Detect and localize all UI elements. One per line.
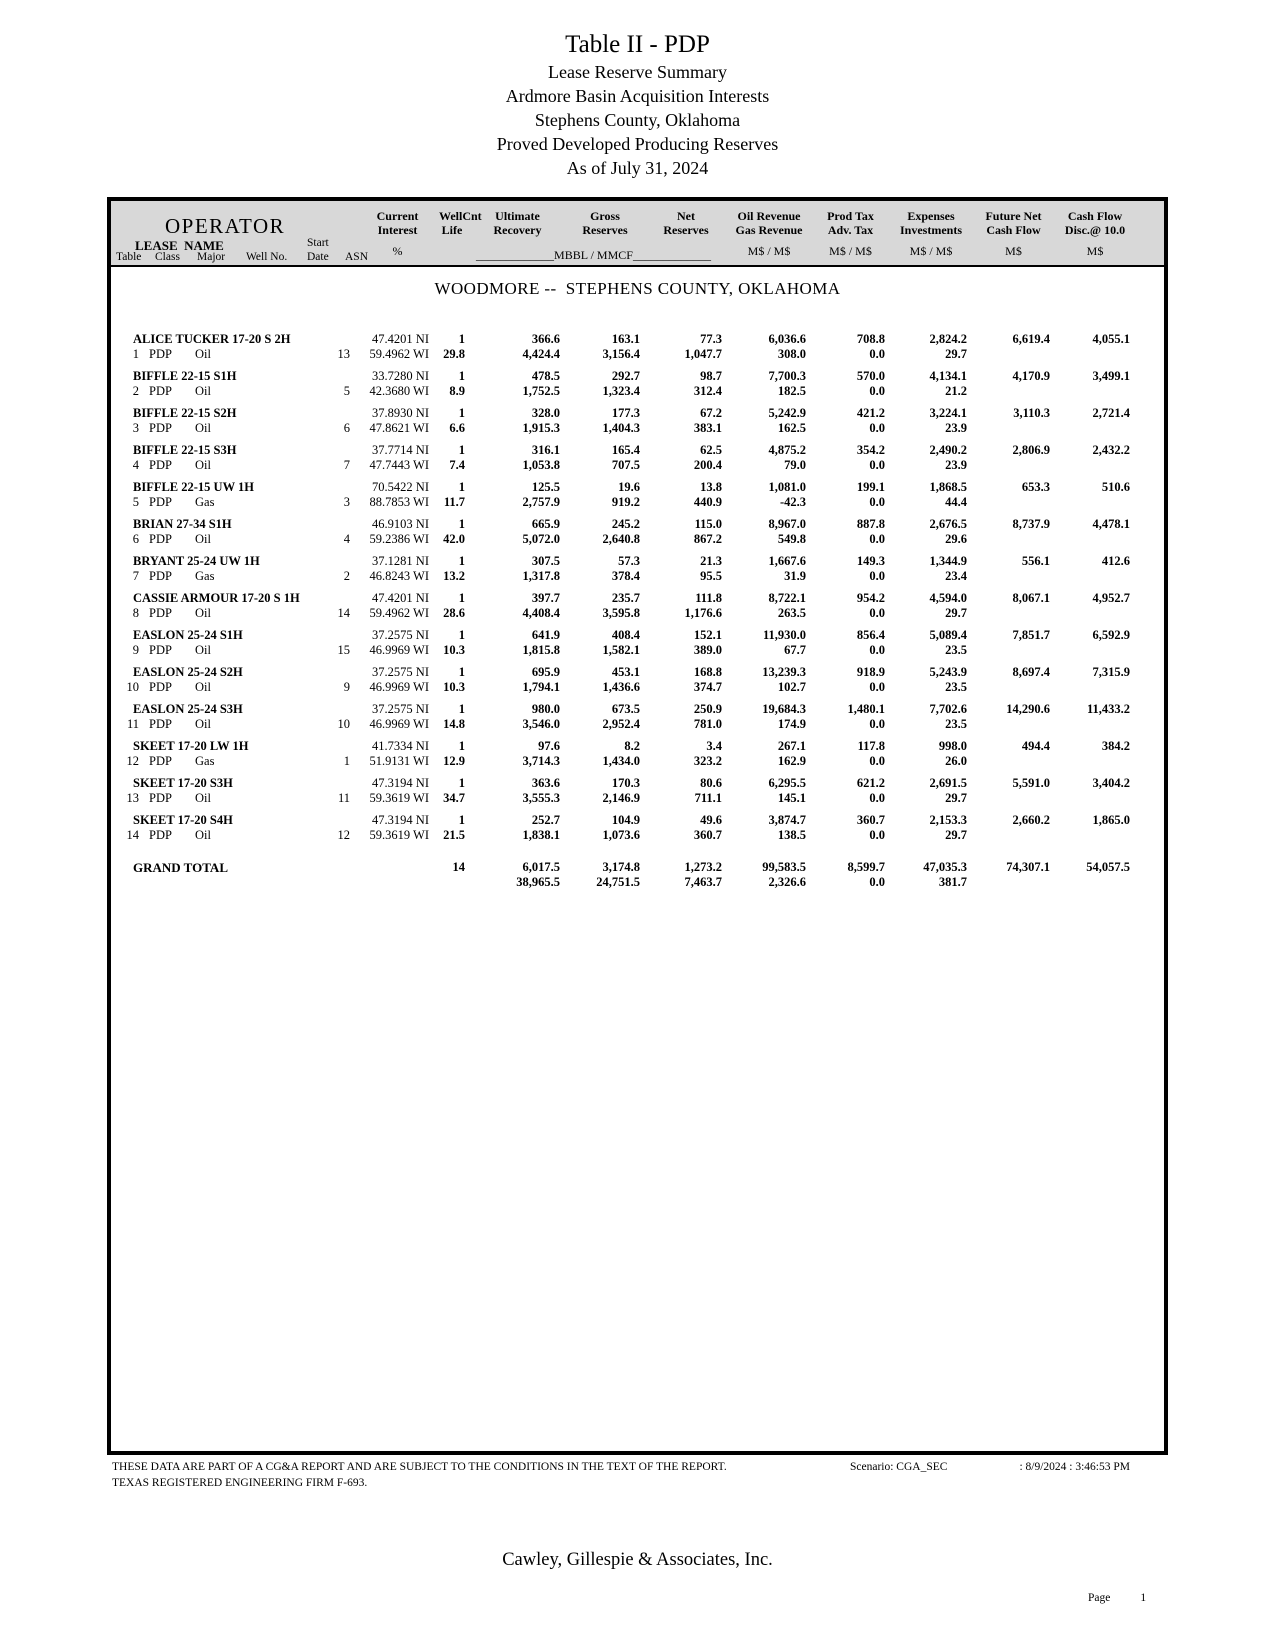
major-phase: Oil bbox=[195, 606, 211, 620]
grand-total-net-reserves: 1,273.2 7,463.7 bbox=[684, 860, 722, 889]
expenses-cell: 5,089.4 23.5 bbox=[929, 628, 967, 657]
lease-rows bbox=[111, 332, 1164, 843]
report-timestamp: : 8/9/2024 : 3:46:53 PM bbox=[1019, 1461, 1130, 1473]
expenses-cell: 7,702.6 23.5 bbox=[929, 702, 967, 731]
major-phase: Oil bbox=[195, 421, 211, 435]
gross-reserves-cell: 163.1 3,156.4 bbox=[602, 332, 640, 361]
tax-cell: 199.1 0.0 bbox=[856, 480, 885, 509]
lease-name: BIFFLE 22-15 S2H bbox=[133, 406, 237, 420]
tax-cell: 918.9 0.0 bbox=[856, 665, 885, 694]
col-header-ultimate-recovery: Ultimate Recovery bbox=[493, 209, 542, 237]
reserve-class: PDP bbox=[149, 606, 172, 620]
interest-cell: 47.4201 NI 59.4962 WI bbox=[369, 332, 429, 361]
disc-cashflow-cell: 1,865.0 bbox=[1092, 813, 1130, 827]
gross-reserves-cell: 673.5 2,952.4 bbox=[602, 702, 640, 731]
future-net-cashflow-cell: 494.4 bbox=[1021, 739, 1050, 753]
expenses-cell: 2,676.5 29.6 bbox=[929, 517, 967, 546]
expenses-cell: 2,153.3 29.7 bbox=[929, 813, 967, 842]
major-phase: Oil bbox=[195, 717, 211, 731]
lease-cell bbox=[111, 813, 356, 843]
subtitle-line: Ardmore Basin Acquisition Interests bbox=[505, 86, 770, 106]
wellcnt-life-cell: 1 6.6 bbox=[449, 406, 465, 435]
ultimate-recovery-cell: 252.7 1,838.1 bbox=[522, 813, 560, 842]
interest-cell: 37.2575 NI 46.9969 WI bbox=[369, 628, 429, 657]
revenue-cell: 3,874.7 138.5 bbox=[768, 813, 806, 842]
revenue-cell: 11,930.0 67.7 bbox=[762, 628, 806, 657]
expenses-cell: 2,691.5 29.7 bbox=[929, 776, 967, 805]
grand-total-future-net: 74,307.1 bbox=[1006, 860, 1050, 874]
disc-cashflow-cell: 384.2 bbox=[1101, 739, 1130, 753]
subtitle-line: Proved Developed Producing Reserves bbox=[496, 134, 779, 154]
wellcnt-life-cell: 1 13.2 bbox=[443, 554, 465, 583]
ultimate-recovery-cell: 665.9 5,072.0 bbox=[522, 517, 560, 546]
future-net-cashflow-cell: 2,806.9 bbox=[1012, 443, 1050, 457]
disclaimer-line-2: TEXAS REGISTERED ENGINEERING FIRM F-693. bbox=[112, 1477, 368, 1489]
operator-header: OPERATOR bbox=[165, 214, 286, 238]
tax-cell: 354.2 0.0 bbox=[856, 443, 885, 472]
lease-name: EASLON 25-24 S3H bbox=[133, 702, 243, 716]
col-header-net-reserves: Net Reserves bbox=[663, 209, 709, 237]
reserves-unit-label: _____________MBBL / MMCF_____________ bbox=[476, 248, 711, 262]
net-reserves-cell: 152.1 389.0 bbox=[693, 628, 722, 657]
revenue-cell: 5,242.9 162.5 bbox=[768, 406, 806, 435]
asn-value: 4 bbox=[343, 532, 350, 546]
gross-reserves-cell: 104.9 1,073.6 bbox=[602, 813, 640, 842]
future-net-cashflow-cell: 653.3 bbox=[1021, 480, 1050, 494]
wellcnt-life-cell: 1 29.8 bbox=[443, 332, 465, 361]
lease-name: SKEET 17-20 LW 1H bbox=[133, 739, 249, 753]
table-row bbox=[111, 369, 1164, 399]
report-footnote bbox=[112, 1459, 1165, 1491]
grand-total-wellcnt: 14 bbox=[452, 860, 465, 874]
major-phase: Gas bbox=[195, 495, 215, 509]
interest-cell: 37.2575 NI 46.9969 WI bbox=[369, 665, 429, 694]
future-net-cashflow-cell: 14,290.6 bbox=[1006, 702, 1050, 716]
reserve-class: PDP bbox=[149, 828, 172, 842]
lease-cell bbox=[111, 480, 356, 510]
major-phase: Oil bbox=[195, 458, 211, 472]
asn-value: 11 bbox=[337, 791, 350, 805]
ultimate-recovery-cell: 641.9 1,815.8 bbox=[522, 628, 560, 657]
lease-cell bbox=[111, 443, 356, 473]
col-header-wellcnt-life: WellCnt Life bbox=[439, 209, 482, 237]
wellcnt-life-cell: 1 11.7 bbox=[443, 480, 465, 509]
reserve-class: PDP bbox=[149, 643, 172, 657]
ultimate-recovery-cell: 397.7 4,408.4 bbox=[522, 591, 560, 620]
net-reserves-cell: 115.0 867.2 bbox=[693, 517, 722, 546]
asn-value: 1 bbox=[343, 754, 350, 768]
reserve-class: PDP bbox=[149, 680, 172, 694]
expenses-cell: 4,134.1 21.2 bbox=[929, 369, 967, 398]
label-date: Date bbox=[307, 251, 329, 263]
row-number: 6 bbox=[132, 532, 139, 546]
expenses-cell: 2,490.2 23.9 bbox=[929, 443, 967, 472]
col-header-current-interest: Current Interest % bbox=[376, 209, 419, 258]
page-title: Table II - PDP bbox=[565, 31, 710, 58]
net-reserves-cell: 77.3 1,047.7 bbox=[684, 332, 722, 361]
gross-reserves-cell: 8.2 1,434.0 bbox=[602, 739, 640, 768]
lease-name: EASLON 25-24 S1H bbox=[133, 628, 243, 642]
net-reserves-cell: 98.7 312.4 bbox=[693, 369, 722, 398]
ultimate-recovery-cell: 316.1 1,053.8 bbox=[522, 443, 560, 472]
revenue-cell: 6,036.6 308.0 bbox=[768, 332, 806, 361]
lease-name: ALICE TUCKER 17-20 S 2H bbox=[133, 332, 291, 346]
gross-reserves-cell: 57.3 378.4 bbox=[611, 554, 640, 583]
lease-name: EASLON 25-24 S2H bbox=[133, 665, 243, 679]
revenue-cell: 8,967.0 549.8 bbox=[768, 517, 806, 546]
wellcnt-life-cell: 1 12.9 bbox=[443, 739, 465, 768]
revenue-cell: 1,667.6 31.9 bbox=[768, 554, 806, 583]
grand-total-ultimate-recovery: 6,017.5 38,965.5 bbox=[516, 860, 560, 889]
disc-cashflow-cell: 3,404.2 bbox=[1092, 776, 1130, 790]
label-start: Start bbox=[307, 237, 329, 249]
row-number: 1 bbox=[132, 347, 139, 361]
net-reserves-cell: 168.8 374.7 bbox=[693, 665, 722, 694]
future-net-cashflow-cell: 556.1 bbox=[1021, 554, 1050, 568]
row-number: 2 bbox=[132, 384, 139, 398]
interest-cell: 37.8930 NI 47.8621 WI bbox=[369, 406, 429, 435]
table-row bbox=[111, 517, 1164, 547]
lease-name: BRYANT 25-24 UW 1H bbox=[133, 554, 260, 568]
asn-value: 13 bbox=[337, 347, 350, 361]
reserve-class: PDP bbox=[149, 421, 172, 435]
revenue-cell: 4,875.2 79.0 bbox=[768, 443, 806, 472]
future-net-cashflow-cell: 8,067.1 bbox=[1012, 591, 1050, 605]
reserve-class: PDP bbox=[149, 791, 172, 805]
reserve-class: PDP bbox=[149, 717, 172, 731]
col-header-future-net-cashflow: Future Net Cash Flow M$ bbox=[985, 209, 1042, 258]
disc-cashflow-cell: 4,952.7 bbox=[1092, 591, 1130, 605]
lease-name-header: LEASE NAME bbox=[135, 238, 224, 253]
net-reserves-cell: 67.2 383.1 bbox=[693, 406, 722, 435]
major-phase: Gas bbox=[195, 754, 215, 768]
major-phase: Oil bbox=[195, 828, 211, 842]
table-row bbox=[111, 480, 1164, 510]
interest-cell: 47.3194 NI 59.3619 WI bbox=[369, 813, 429, 842]
lease-name: BIFFLE 22-15 UW 1H bbox=[133, 480, 254, 494]
row-number: 3 bbox=[132, 421, 139, 435]
grand-total-gross-reserves: 3,174.8 24,751.5 bbox=[596, 860, 640, 889]
net-reserves-cell: 111.8 1,176.6 bbox=[684, 591, 722, 620]
interest-cell: 70.5422 NI 88.7853 WI bbox=[369, 480, 429, 509]
wellcnt-life-cell: 1 10.3 bbox=[443, 628, 465, 657]
asn-value: 6 bbox=[343, 421, 350, 435]
reserve-class: PDP bbox=[149, 384, 172, 398]
subtitle-line: As of July 31, 2024 bbox=[566, 158, 709, 178]
disc-cashflow-cell: 2,432.2 bbox=[1092, 443, 1130, 457]
major-phase: Oil bbox=[195, 347, 211, 361]
asn-value: 15 bbox=[337, 643, 350, 657]
report-table bbox=[107, 197, 1168, 1455]
future-net-cashflow-cell: 5,591.0 bbox=[1012, 776, 1050, 790]
wellcnt-life-cell: 1 28.6 bbox=[443, 591, 465, 620]
page-number-line bbox=[1088, 1592, 1146, 1604]
lease-name: BIFFLE 22-15 S3H bbox=[133, 443, 237, 457]
row-number: 11 bbox=[126, 717, 139, 731]
col-header-disc-cashflow: Cash Flow Disc.@ 10.0 M$ bbox=[1064, 209, 1126, 258]
lease-name: BRIAN 27-34 S1H bbox=[133, 517, 232, 531]
subtitle-line: Stephens County, Oklahoma bbox=[534, 110, 741, 130]
interest-cell: 41.7334 NI 51.9131 WI bbox=[369, 739, 429, 768]
net-reserves-cell: 13.8 440.9 bbox=[693, 480, 722, 509]
future-net-cashflow-cell: 6,619.4 bbox=[1012, 332, 1050, 346]
tax-cell: 117.8 0.0 bbox=[857, 739, 885, 768]
lease-cell bbox=[111, 369, 356, 399]
label-well-no: Well No. bbox=[246, 251, 288, 263]
grand-total-revenue: 99,583.5 2,326.6 bbox=[762, 860, 806, 889]
subtitle-line: Lease Reserve Summary bbox=[548, 62, 727, 82]
future-net-cashflow-cell: 7,851.7 bbox=[1012, 628, 1050, 642]
lease-name: SKEET 17-20 S3H bbox=[133, 776, 233, 790]
asn-value: 10 bbox=[337, 717, 350, 731]
page-label: Page bbox=[1088, 1592, 1111, 1604]
net-reserves-cell: 80.6 711.1 bbox=[694, 776, 722, 805]
tax-cell: 954.2 0.0 bbox=[856, 591, 885, 620]
gross-reserves-cell: 177.3 1,404.3 bbox=[602, 406, 640, 435]
lease-cell bbox=[111, 776, 356, 806]
ultimate-recovery-cell: 125.5 2,757.9 bbox=[522, 480, 560, 509]
tax-cell: 708.8 0.0 bbox=[856, 332, 885, 361]
expenses-cell: 4,594.0 29.7 bbox=[929, 591, 967, 620]
future-net-cashflow-cell: 2,660.2 bbox=[1012, 813, 1050, 827]
major-phase: Gas bbox=[195, 569, 215, 583]
lease-cell bbox=[111, 554, 356, 584]
reserve-class: PDP bbox=[149, 532, 172, 546]
major-phase: Oil bbox=[195, 680, 211, 694]
asn-value: 12 bbox=[337, 828, 350, 842]
table-row bbox=[111, 739, 1164, 769]
reserve-class: PDP bbox=[149, 569, 172, 583]
reserve-class: PDP bbox=[149, 347, 172, 361]
label-major: Major bbox=[197, 251, 226, 263]
tax-cell: 1,480.1 0.0 bbox=[847, 702, 885, 731]
disc-cashflow-cell: 2,721.4 bbox=[1092, 406, 1130, 420]
tax-cell: 856.4 0.0 bbox=[856, 628, 885, 657]
future-net-cashflow-cell: 4,170.9 bbox=[1012, 369, 1050, 383]
disc-cashflow-cell: 510.6 bbox=[1101, 480, 1130, 494]
tax-cell: 149.3 0.0 bbox=[856, 554, 885, 583]
lease-cell bbox=[111, 702, 356, 732]
table-row bbox=[111, 776, 1164, 806]
gross-reserves-cell: 292.7 1,323.4 bbox=[602, 369, 640, 398]
row-number: 12 bbox=[126, 754, 139, 768]
reserve-class: PDP bbox=[149, 458, 172, 472]
lease-cell bbox=[111, 517, 356, 547]
grand-total-expenses: 47,035.3 381.7 bbox=[923, 860, 967, 889]
wellcnt-life-cell: 1 14.8 bbox=[443, 702, 465, 731]
row-number: 7 bbox=[132, 569, 139, 583]
grand-total-row bbox=[111, 860, 1164, 890]
table-header-band bbox=[111, 201, 1164, 267]
table-row bbox=[111, 332, 1164, 362]
interest-cell: 46.9103 NI 59.2386 WI bbox=[369, 517, 429, 546]
interest-cell: 47.4201 NI 59.4962 WI bbox=[369, 591, 429, 620]
col-header-expenses-investments: Expenses Investments M$ / M$ bbox=[900, 209, 962, 258]
expenses-cell: 998.0 26.0 bbox=[938, 739, 967, 768]
lease-header-block bbox=[111, 201, 369, 265]
asn-value: 2 bbox=[343, 569, 350, 583]
lease-name: CASSIE ARMOUR 17-20 S 1H bbox=[133, 591, 300, 605]
future-net-cashflow-cell: 8,737.9 bbox=[1012, 517, 1050, 531]
reserve-class: PDP bbox=[149, 495, 172, 509]
tax-cell: 360.7 0.0 bbox=[856, 813, 885, 842]
revenue-cell: 7,700.3 182.5 bbox=[768, 369, 806, 398]
row-number: 13 bbox=[126, 791, 139, 805]
expenses-cell: 5,243.9 23.5 bbox=[929, 665, 967, 694]
tax-cell: 887.8 0.0 bbox=[856, 517, 885, 546]
expenses-cell: 3,224.1 23.9 bbox=[929, 406, 967, 435]
interest-cell: 33.7280 NI 42.3680 WI bbox=[369, 369, 429, 398]
major-phase: Oil bbox=[195, 643, 211, 657]
label-asn: ASN bbox=[345, 251, 369, 263]
gross-reserves-cell: 165.4 707.5 bbox=[611, 443, 640, 472]
document-header bbox=[0, 30, 1275, 180]
table-row bbox=[111, 665, 1164, 695]
wellcnt-life-cell: 1 10.3 bbox=[443, 665, 465, 694]
wellcnt-life-cell: 1 8.9 bbox=[449, 369, 465, 398]
ultimate-recovery-cell: 363.6 3,555.3 bbox=[522, 776, 560, 805]
major-phase: Oil bbox=[195, 532, 211, 546]
row-number: 9 bbox=[132, 643, 139, 657]
asn-value: 14 bbox=[337, 606, 350, 620]
table-row bbox=[111, 591, 1164, 621]
asn-value: 9 bbox=[343, 680, 350, 694]
revenue-cell: 19,684.3 174.9 bbox=[762, 702, 806, 731]
grand-total-label: GRAND TOTAL bbox=[133, 860, 228, 875]
expenses-cell: 2,824.2 29.7 bbox=[929, 332, 967, 361]
disc-cashflow-cell: 3,499.1 bbox=[1092, 369, 1130, 383]
company-name: Cawley, Gillespie & Associates, Inc. bbox=[502, 1550, 773, 1570]
future-net-cashflow-cell: 8,697.4 bbox=[1012, 665, 1050, 679]
major-phase: Oil bbox=[195, 791, 211, 805]
lease-cell bbox=[111, 406, 356, 436]
ultimate-recovery-cell: 97.6 3,714.3 bbox=[522, 739, 560, 768]
label-class: Class bbox=[155, 251, 180, 263]
expenses-cell: 1,344.9 23.4 bbox=[929, 554, 967, 583]
table-row bbox=[111, 443, 1164, 473]
label-table: Table bbox=[116, 251, 142, 263]
interest-cell: 37.2575 NI 46.9969 WI bbox=[369, 702, 429, 731]
gross-reserves-cell: 235.7 3,595.8 bbox=[602, 591, 640, 620]
revenue-cell: 13,239.3 102.7 bbox=[762, 665, 806, 694]
net-reserves-cell: 250.9 781.0 bbox=[693, 702, 722, 731]
grand-total-disc: 54,057.5 bbox=[1086, 860, 1130, 874]
row-number: 5 bbox=[132, 495, 139, 509]
tax-cell: 570.0 0.0 bbox=[856, 369, 885, 398]
scenario-label: Scenario: CGA_SEC bbox=[850, 1461, 948, 1473]
col-header-prod-adv-tax: Prod Tax Adv. Tax M$ / M$ bbox=[827, 209, 874, 258]
net-reserves-cell: 21.3 95.5 bbox=[700, 554, 722, 583]
revenue-cell: 1,081.0 -42.3 bbox=[768, 480, 806, 509]
table-row bbox=[111, 406, 1164, 436]
asn-value: 3 bbox=[343, 495, 350, 509]
disclaimer-line-1: THESE DATA ARE PART OF A CG&A REPORT AND ARE SUBJECT TO THE CONDITIONS IN THE TEXT OF THE REPORT. bbox=[112, 1461, 727, 1473]
interest-cell: 37.1281 NI 46.8243 WI bbox=[369, 554, 429, 583]
row-number: 14 bbox=[126, 828, 139, 842]
lease-name: SKEET 17-20 S4H bbox=[133, 813, 233, 827]
section-title: WOODMORE -- STEPHENS COUNTY, OKLAHOMA bbox=[434, 279, 841, 298]
wellcnt-life-cell: 1 34.7 bbox=[443, 776, 465, 805]
future-net-cashflow-cell: 3,110.3 bbox=[1013, 406, 1050, 420]
col-header-gross-reserves: Gross Reserves bbox=[582, 209, 628, 237]
ultimate-recovery-cell: 478.5 1,752.5 bbox=[522, 369, 560, 398]
revenue-cell: 6,295.5 145.1 bbox=[768, 776, 806, 805]
revenue-cell: 8,722.1 263.5 bbox=[768, 591, 806, 620]
grand-total-tax: 8,599.7 0.0 bbox=[847, 860, 885, 889]
tax-cell: 621.2 0.0 bbox=[856, 776, 885, 805]
asn-value: 5 bbox=[343, 384, 350, 398]
row-number: 10 bbox=[126, 680, 139, 694]
gross-reserves-cell: 245.2 2,640.8 bbox=[602, 517, 640, 546]
ultimate-recovery-cell: 366.6 4,424.4 bbox=[522, 332, 560, 361]
asn-value: 7 bbox=[343, 458, 350, 472]
lease-cell bbox=[111, 332, 356, 362]
reserve-class: PDP bbox=[149, 754, 172, 768]
gross-reserves-cell: 170.3 2,146.9 bbox=[602, 776, 640, 805]
disc-cashflow-cell: 11,433.2 bbox=[1086, 702, 1130, 716]
tax-cell: 421.2 0.0 bbox=[856, 406, 885, 435]
interest-cell: 47.3194 NI 59.3619 WI bbox=[369, 776, 429, 805]
gross-reserves-cell: 453.1 1,436.6 bbox=[602, 665, 640, 694]
gross-reserves-cell: 19.6 919.2 bbox=[611, 480, 640, 509]
disc-cashflow-cell: 7,315.9 bbox=[1092, 665, 1130, 679]
disc-cashflow-cell: 4,478.1 bbox=[1092, 517, 1130, 531]
lease-cell bbox=[111, 628, 356, 658]
col-header-oil-gas-revenue: Oil Revenue Gas Revenue M$ / M$ bbox=[735, 209, 803, 258]
table-row bbox=[111, 702, 1164, 732]
lease-name: BIFFLE 22-15 S1H bbox=[133, 369, 237, 383]
interest-cell: 37.7714 NI 47.7443 WI bbox=[369, 443, 429, 472]
wellcnt-life-cell: 1 7.4 bbox=[449, 443, 465, 472]
ultimate-recovery-cell: 980.0 3,546.0 bbox=[522, 702, 560, 731]
disc-cashflow-cell: 6,592.9 bbox=[1092, 628, 1130, 642]
net-reserves-cell: 62.5 200.4 bbox=[693, 443, 722, 472]
expenses-cell: 1,868.5 44.4 bbox=[929, 480, 967, 509]
net-reserves-cell: 49.6 360.7 bbox=[693, 813, 722, 842]
disc-cashflow-cell: 412.6 bbox=[1101, 554, 1130, 568]
disc-cashflow-cell: 4,055.1 bbox=[1092, 332, 1130, 346]
table-row bbox=[111, 813, 1164, 843]
revenue-cell: 267.1 162.9 bbox=[777, 739, 806, 768]
table-row bbox=[111, 554, 1164, 584]
lease-cell bbox=[111, 591, 356, 621]
net-reserves-cell: 3.4 323.2 bbox=[693, 739, 722, 768]
row-number: 4 bbox=[132, 458, 139, 472]
gross-reserves-cell: 408.4 1,582.1 bbox=[602, 628, 640, 657]
ultimate-recovery-cell: 307.5 1,317.8 bbox=[522, 554, 560, 583]
table-row bbox=[111, 628, 1164, 658]
ultimate-recovery-cell: 328.0 1,915.3 bbox=[522, 406, 560, 435]
lease-cell bbox=[111, 739, 356, 769]
wellcnt-life-cell: 1 42.0 bbox=[443, 517, 465, 546]
ultimate-recovery-cell: 695.9 1,794.1 bbox=[522, 665, 560, 694]
row-number: 8 bbox=[132, 606, 139, 620]
page-number: 1 bbox=[1140, 1592, 1147, 1604]
wellcnt-life-cell: 1 21.5 bbox=[443, 813, 465, 842]
major-phase: Oil bbox=[195, 384, 211, 398]
lease-cell bbox=[111, 665, 356, 695]
